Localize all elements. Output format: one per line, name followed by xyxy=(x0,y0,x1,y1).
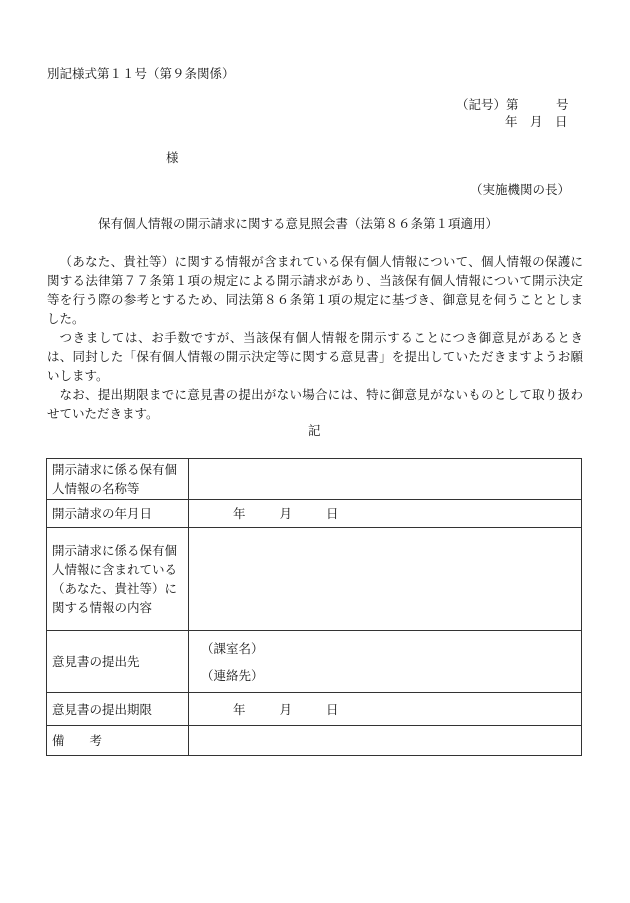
row-label-remarks: 備 考 xyxy=(47,726,189,756)
date-year: 年 xyxy=(233,701,246,717)
contact-label: （連絡先） xyxy=(201,667,264,683)
issue-date: 年 月 日 xyxy=(505,114,568,129)
row-label-request-date: 開示請求の年月日 xyxy=(47,500,189,528)
date-month: 月 xyxy=(279,506,293,521)
paragraph-3: なお、提出期限までに意見書の提出がない場合には、特に御意見がないものとして取り扱わせていただきます。 xyxy=(47,387,583,421)
row-label-info-content: 開示請求に係る保有個人情報に含まれている（あなた、貴社等）に関する情報の内容 xyxy=(47,528,189,631)
row-label-info-name: 開示請求に係る保有個人情報の名称等 xyxy=(47,459,189,500)
row-value-remarks xyxy=(189,726,582,756)
row-label-deadline: 意見書の提出期限 xyxy=(47,693,189,726)
row-value-request-date xyxy=(189,500,582,528)
ki-heading: 記 xyxy=(308,423,321,438)
row-value-info-name xyxy=(189,459,582,500)
body-text xyxy=(47,252,583,423)
table-row xyxy=(47,693,582,726)
table-row xyxy=(47,500,582,528)
row-value-info-content xyxy=(189,528,582,631)
date-year: 年 xyxy=(233,506,246,521)
row-value-deadline xyxy=(189,693,582,726)
document-title: 保有個人情報の開示請求に関する意見照会書（法第８６条第１項適用） xyxy=(98,216,499,231)
info-table xyxy=(46,458,582,756)
ref-number: （記号）第 号 xyxy=(456,97,569,112)
date-day: 日 xyxy=(326,506,339,521)
date-month: 月 xyxy=(279,701,293,717)
sender: （実施機関の長） xyxy=(470,182,571,197)
table-row xyxy=(47,459,582,500)
paragraph-2: つきましては、お手数ですが、当該保有個人情報を開示することにつき御意見があるときは、同封した「保有個人情報の開示決定等に関する意見書」を提出していただきますようお願いします。 xyxy=(47,330,583,383)
date-day: 日 xyxy=(326,701,339,717)
table-row xyxy=(47,528,582,631)
table-row xyxy=(47,631,582,693)
row-value-submit-to xyxy=(189,631,582,693)
dept-label: （課室名） xyxy=(201,640,264,656)
form-id: 別記様式第１１号（第９条関係） xyxy=(47,66,235,81)
table-row xyxy=(47,726,582,756)
row-label-submit-to: 意見書の提出先 xyxy=(47,631,189,693)
addressee-suffix: 様 xyxy=(166,150,179,165)
paragraph-1: （あなた、貴社等）に関する情報が含まれている保有個人情報について、個人情報の保護に関する法律第７７条第１項の規定による開示請求があり、当該保有個人情報について開示決定等を行う際の参考とするため、同法第８６条第１項の規定に基づき、御意見を伺うこととしました。 xyxy=(47,254,583,326)
